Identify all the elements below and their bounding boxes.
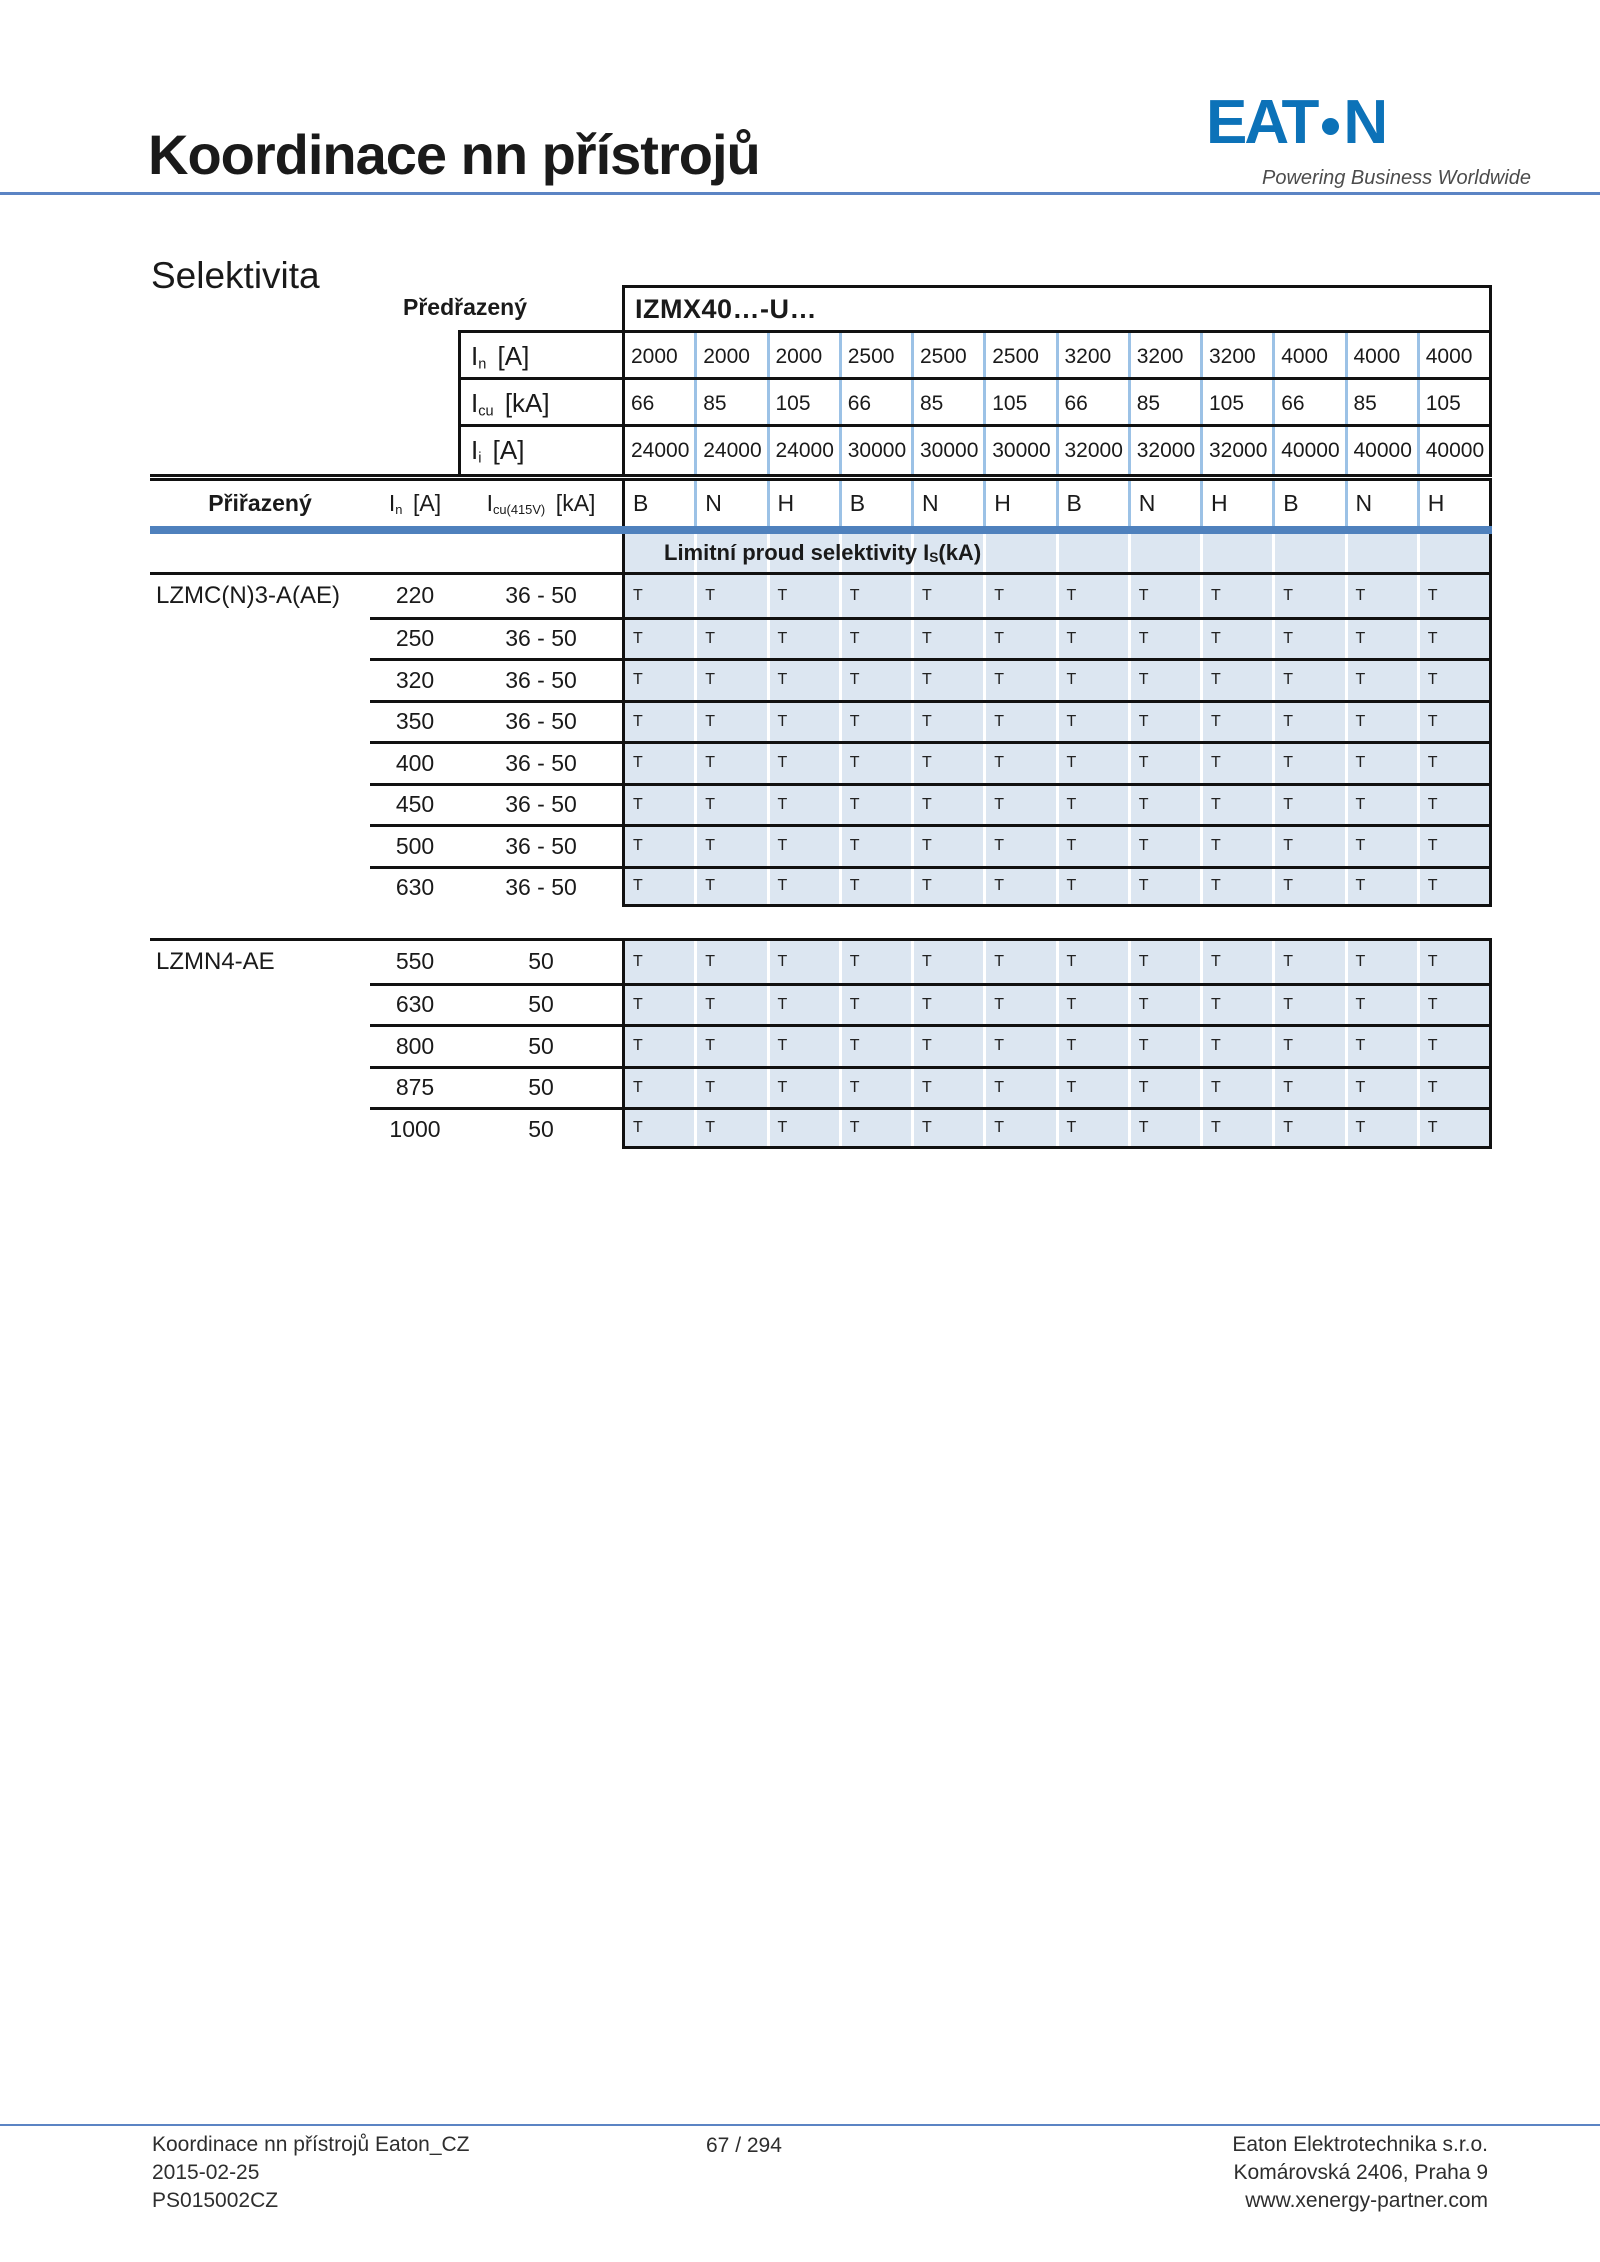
selectivity-cell: T <box>1417 827 1489 866</box>
table-row <box>150 983 1492 1025</box>
group-name <box>150 1066 370 1108</box>
param-row-label: $I_n$ [A] <box>458 333 622 380</box>
param-value-cell: 40000 <box>1345 427 1417 474</box>
group-name <box>150 824 370 866</box>
upstream-label: Předřazený <box>403 294 528 320</box>
selectivity-cell: T <box>1128 941 1200 983</box>
group-name <box>150 783 370 825</box>
param-value-cell: 2000 <box>767 333 839 380</box>
selectivity-cell: T <box>694 1069 766 1108</box>
selectivity-cell: T <box>983 661 1055 700</box>
param-row-label: $I_{cu}$ [kA] <box>458 380 622 427</box>
selectivity-cell: T <box>1200 575 1272 617</box>
selectivity-cell: T <box>1417 620 1489 659</box>
breaking-capacity-cell: H <box>1417 481 1489 526</box>
selectivity-cell: T <box>983 1069 1055 1108</box>
selectivity-cell: T <box>1200 661 1272 700</box>
selectivity-cell: T <box>983 827 1055 866</box>
breaking-capacity-cell: H <box>983 481 1055 526</box>
selectivity-cell: T <box>1272 827 1344 866</box>
selectivity-cell: T <box>911 1069 983 1108</box>
selectivity-cell: T <box>1056 941 1128 983</box>
selectivity-cell: T <box>1128 1110 1200 1146</box>
selectivity-cell: T <box>767 744 839 783</box>
selectivity-cell: T <box>1345 1110 1417 1146</box>
param-value-cell: 4000 <box>1345 333 1417 380</box>
group-in-value: 250 <box>395 625 435 652</box>
selectivity-cell: T <box>1272 744 1344 783</box>
param-value-cell: 85 <box>1128 380 1200 427</box>
param-value-cell: 3200 <box>1056 333 1128 380</box>
selectivity-cell: T <box>839 661 911 700</box>
selectivity-cell: T <box>983 1027 1055 1066</box>
selectivity-cell: T <box>694 786 766 825</box>
group-icu-value: 50 <box>528 1074 554 1101</box>
footer-left-block <box>152 2131 470 2215</box>
selectivity-cell: T <box>1417 869 1489 905</box>
param-value-cell: 66 <box>1272 380 1344 427</box>
selectivity-cell: T <box>767 1110 839 1146</box>
breaking-capacity-cell: B <box>622 481 694 526</box>
table-row <box>150 575 1492 617</box>
footer-page-indicator: 67 / 294 <box>706 2134 782 2157</box>
selectivity-cell: T <box>1128 827 1200 866</box>
selectivity-cell: T <box>694 869 766 905</box>
selectivity-cell: T <box>1056 661 1128 700</box>
selectivity-cell: T <box>911 986 983 1025</box>
selectivity-cell: T <box>1200 1027 1272 1066</box>
eaton-dot-icon <box>1322 118 1339 135</box>
selectivity-cell: T <box>694 1027 766 1066</box>
group-in-value: 350 <box>395 708 435 735</box>
selectivity-cell: T <box>911 661 983 700</box>
eaton-logo-letters-left: EAT <box>1206 87 1317 157</box>
selectivity-cell: T <box>983 941 1055 983</box>
selectivity-cell: T <box>1417 786 1489 825</box>
selectivity-cell: T <box>839 869 911 905</box>
group-icu-value: 50 <box>528 991 554 1018</box>
selectivity-cell: T <box>911 1110 983 1146</box>
breaking-capacity-cell: B <box>1272 481 1344 526</box>
param-value-cell: 32000 <box>1056 427 1128 474</box>
selectivity-cell: T <box>1128 869 1200 905</box>
param-value-cell: 24000 <box>622 427 694 474</box>
selectivity-cell: T <box>1056 703 1128 742</box>
assigned-header-row <box>150 481 1492 526</box>
selectivity-cell: T <box>1417 986 1489 1025</box>
selectivity-table <box>150 285 1492 1149</box>
table-row <box>150 1024 1492 1066</box>
selectivity-cell: T <box>1345 941 1417 983</box>
group-in-value: 320 <box>395 666 435 693</box>
selectivity-cell: T <box>1200 1110 1272 1146</box>
group-name <box>150 1107 370 1149</box>
selectivity-cell: T <box>839 986 911 1025</box>
selectivity-cell: T <box>1056 620 1128 659</box>
breaking-capacity-cell: H <box>1200 481 1272 526</box>
selectivity-cell: T <box>1345 869 1417 905</box>
assigned-label: Přiřazený <box>208 490 312 516</box>
selectivity-cell: T <box>622 1027 694 1066</box>
selectivity-cell: T <box>1056 986 1128 1025</box>
group-icu-value: 36 - 50 <box>505 625 577 652</box>
selectivity-cell: T <box>622 986 694 1025</box>
footer-company: Eaton Elektrotechnika s.r.o. <box>1232 2133 1488 2156</box>
selectivity-cell: T <box>1056 786 1128 825</box>
selectivity-cell: T <box>839 827 911 866</box>
selectivity-cell: T <box>1200 744 1272 783</box>
device-group <box>150 572 1492 907</box>
group-icu-value: 50 <box>528 1032 554 1059</box>
group-name <box>150 983 370 1025</box>
table-row <box>150 1066 1492 1108</box>
table-row <box>150 617 1492 659</box>
footer-doc-title: Koordinace nn přístrojů Eaton_CZ <box>152 2133 470 2156</box>
selectivity-cell: T <box>1417 744 1489 783</box>
group-icu-value: 36 - 50 <box>505 832 577 859</box>
breaking-capacity-cell: B <box>1056 481 1128 526</box>
selectivity-cell: T <box>622 575 694 617</box>
selectivity-cell: T <box>622 703 694 742</box>
selectivity-cell: T <box>694 703 766 742</box>
selectivity-cell: T <box>767 986 839 1025</box>
selectivity-cell: T <box>1272 1110 1344 1146</box>
param-value-cell: 105 <box>1417 380 1489 427</box>
eaton-logo <box>1206 86 1385 158</box>
group-name: LZMN4-AE <box>156 947 275 975</box>
selectivity-cell: T <box>983 744 1055 783</box>
selectivity-cell: T <box>911 620 983 659</box>
selectivity-cell: T <box>1417 703 1489 742</box>
selectivity-cell: T <box>1128 703 1200 742</box>
selectivity-cell: T <box>839 786 911 825</box>
selectivity-cell: T <box>1128 620 1200 659</box>
param-value-cell: 24000 <box>694 427 766 474</box>
selectivity-cell: T <box>622 1110 694 1146</box>
selectivity-cell: T <box>1272 1027 1344 1066</box>
breaking-capacity-cell: N <box>1128 481 1200 526</box>
param-value-cell: 40000 <box>1417 427 1489 474</box>
device-group <box>150 938 1492 1149</box>
selectivity-cell: T <box>1272 786 1344 825</box>
selectivity-cell: T <box>1200 941 1272 983</box>
selectivity-cell: T <box>1128 1069 1200 1108</box>
param-value-cell: 2500 <box>839 333 911 380</box>
selectivity-cell: T <box>1272 941 1344 983</box>
selectivity-band-row <box>150 534 1492 572</box>
breaking-capacity-cell: B <box>839 481 911 526</box>
param-value-cell: 40000 <box>1272 427 1344 474</box>
param-row <box>150 333 1492 380</box>
param-value-cell: 66 <box>839 380 911 427</box>
header-divider <box>0 192 1600 195</box>
selectivity-cell: T <box>983 1110 1055 1146</box>
selectivity-cell: T <box>767 869 839 905</box>
table-row <box>150 941 1492 983</box>
group-name <box>150 741 370 783</box>
param-value-cell: 4000 <box>1417 333 1489 380</box>
selectivity-cell: T <box>1056 827 1128 866</box>
selectivity-cell: T <box>1200 827 1272 866</box>
selectivity-cell: T <box>694 986 766 1025</box>
selectivity-cell: T <box>767 703 839 742</box>
selectivity-cell: T <box>767 620 839 659</box>
selectivity-cell: T <box>911 575 983 617</box>
group-in-value: 1000 <box>389 1115 441 1142</box>
breaking-capacity-cell: N <box>694 481 766 526</box>
selectivity-cell: T <box>911 869 983 905</box>
selectivity-cell: T <box>694 941 766 983</box>
param-value-cell: 4000 <box>1272 333 1344 380</box>
selectivity-cell: T <box>1345 1069 1417 1108</box>
device-series-header: IZMX40…-U… <box>622 285 1492 333</box>
selectivity-cell: T <box>622 744 694 783</box>
selectivity-cell: T <box>839 1027 911 1066</box>
selectivity-cell: T <box>839 575 911 617</box>
selectivity-cell: T <box>1345 1027 1417 1066</box>
selectivity-cell: T <box>983 620 1055 659</box>
group-name: LZMC(N)3-A(AE) <box>156 581 340 609</box>
table-row <box>150 824 1492 866</box>
selectivity-cell: T <box>1345 703 1417 742</box>
param-value-cell: 32000 <box>1128 427 1200 474</box>
selectivity-cell: T <box>694 661 766 700</box>
param-value-cell: 30000 <box>839 427 911 474</box>
breaking-capacity-cell: H <box>767 481 839 526</box>
group-name <box>150 658 370 700</box>
selectivity-cell: T <box>983 986 1055 1025</box>
footer-address: Komárovská 2406, Praha 9 <box>1233 2161 1488 2184</box>
selectivity-cell: T <box>839 1069 911 1108</box>
selectivity-cell: T <box>1200 869 1272 905</box>
group-in-value: 550 <box>395 948 435 975</box>
table-row <box>150 783 1492 825</box>
group-icu-value: 36 - 50 <box>505 666 577 693</box>
group-in-value: 500 <box>395 832 435 859</box>
group-in-value: 450 <box>395 791 435 818</box>
selectivity-cell: T <box>1345 575 1417 617</box>
selectivity-cell: T <box>1345 827 1417 866</box>
selectivity-cell: T <box>694 575 766 617</box>
breaking-capacity-cell: N <box>911 481 983 526</box>
assigned-in-col-header: $I_n$ [A] <box>388 489 442 518</box>
selectivity-cell: T <box>839 1110 911 1146</box>
table-row <box>150 700 1492 742</box>
selectivity-cell: T <box>622 941 694 983</box>
selectivity-cell: T <box>1128 786 1200 825</box>
selectivity-cell: T <box>622 869 694 905</box>
selectivity-cell: T <box>767 786 839 825</box>
selectivity-cell: T <box>694 1110 766 1146</box>
selectivity-cell: T <box>694 620 766 659</box>
footer-divider <box>0 2124 1600 2126</box>
group-in-value: 875 <box>395 1074 435 1101</box>
footer-right-block <box>1232 2131 1488 2215</box>
group-icu-value: 36 - 50 <box>505 874 577 901</box>
selectivity-cell: T <box>1345 786 1417 825</box>
selectivity-cell: T <box>622 827 694 866</box>
param-value-cell: 85 <box>911 380 983 427</box>
selectivity-cell: T <box>1417 941 1489 983</box>
page-title: Koordinace nn přístrojů <box>148 122 760 186</box>
selectivity-cell: T <box>911 744 983 783</box>
selectivity-cell: T <box>911 1027 983 1066</box>
selectivity-cell: T <box>1200 703 1272 742</box>
selectivity-cell: T <box>622 1069 694 1108</box>
selectivity-cell: T <box>767 575 839 617</box>
group-icu-value: 50 <box>528 1115 554 1142</box>
selectivity-cell: T <box>911 827 983 866</box>
eaton-logo-letters-right: N <box>1343 87 1386 157</box>
group-name <box>150 866 370 908</box>
selectivity-cell: T <box>1345 661 1417 700</box>
selectivity-cell: T <box>622 620 694 659</box>
selectivity-cell: T <box>983 575 1055 617</box>
selectivity-band <box>622 534 1492 572</box>
selectivity-cell: T <box>1272 703 1344 742</box>
selectivity-cell: T <box>1200 620 1272 659</box>
selectivity-cell: T <box>911 941 983 983</box>
param-value-cell: 32000 <box>1200 427 1272 474</box>
selectivity-cell: T <box>1056 1110 1128 1146</box>
param-value-cell: 2500 <box>983 333 1055 380</box>
double-divider <box>150 474 1492 481</box>
param-row <box>150 380 1492 427</box>
selectivity-cell: T <box>1056 744 1128 783</box>
param-value-cell: 85 <box>1345 380 1417 427</box>
param-value-cell: 30000 <box>983 427 1055 474</box>
selectivity-cell: T <box>767 661 839 700</box>
selectivity-cell: T <box>1128 575 1200 617</box>
footer-website: www.xenergy-partner.com <box>1245 2189 1488 2212</box>
footer-date: 2015-02-25 <box>152 2161 260 2184</box>
selectivity-cell: T <box>839 941 911 983</box>
group-in-value: 630 <box>395 991 435 1018</box>
group-icu-value: 36 - 50 <box>505 749 577 776</box>
selectivity-cell: T <box>1345 620 1417 659</box>
selectivity-cell: T <box>767 941 839 983</box>
table-row <box>150 866 1492 908</box>
group-name <box>150 617 370 659</box>
selectivity-cell: T <box>1417 1027 1489 1066</box>
selectivity-cell: T <box>1056 1027 1128 1066</box>
selectivity-cell: T <box>1056 1069 1128 1108</box>
group-icu-value: 36 - 50 <box>505 708 577 735</box>
group-icu-value: 36 - 50 <box>505 582 577 609</box>
selectivity-cell: T <box>1272 869 1344 905</box>
selectivity-cell: T <box>911 786 983 825</box>
selectivity-cell: T <box>911 703 983 742</box>
selectivity-cell: T <box>1200 786 1272 825</box>
selectivity-cell: T <box>839 744 911 783</box>
selectivity-cell: T <box>622 661 694 700</box>
param-value-cell: 66 <box>622 380 694 427</box>
logo-tagline: Powering Business Worldwide <box>1262 167 1532 189</box>
selectivity-cell: T <box>1272 986 1344 1025</box>
selectivity-cell: T <box>1417 1110 1489 1146</box>
assigned-icu-col-header: $I_{cu(415V)}$ [kA] <box>486 489 596 518</box>
param-value-cell: 105 <box>983 380 1055 427</box>
selectivity-cell: T <box>1345 986 1417 1025</box>
selectivity-cell: T <box>1272 661 1344 700</box>
selectivity-cell: T <box>767 827 839 866</box>
param-value-cell: 3200 <box>1128 333 1200 380</box>
table-row <box>150 1107 1492 1149</box>
param-value-cell: 2500 <box>911 333 983 380</box>
group-name <box>150 700 370 742</box>
selectivity-cell: T <box>1128 986 1200 1025</box>
group-in-value: 630 <box>395 874 435 901</box>
param-value-cell: 2000 <box>694 333 766 380</box>
selectivity-cell: T <box>1128 744 1200 783</box>
selectivity-cell: T <box>622 786 694 825</box>
selectivity-cell: T <box>1056 575 1128 617</box>
param-value-cell: 2000 <box>622 333 694 380</box>
param-row-label: $I_i$ [A] <box>458 427 622 474</box>
selectivity-cell: T <box>1272 620 1344 659</box>
group-in-value: 220 <box>395 582 435 609</box>
selectivity-cell: T <box>694 744 766 783</box>
selectivity-cell: T <box>983 869 1055 905</box>
footer-doc-number: PS015002CZ <box>152 2189 279 2212</box>
selectivity-cell: T <box>983 703 1055 742</box>
selectivity-cell: T <box>1056 869 1128 905</box>
selectivity-cell: T <box>767 1027 839 1066</box>
param-row <box>150 427 1492 474</box>
group-name <box>150 1024 370 1066</box>
selectivity-cell: T <box>1417 575 1489 617</box>
param-value-cell: 105 <box>1200 380 1272 427</box>
accent-bar <box>150 526 1492 534</box>
selectivity-cell: T <box>839 620 911 659</box>
selectivity-cell: T <box>1417 1069 1489 1108</box>
table-header-row <box>150 285 1492 333</box>
section-title: Selektivita <box>151 254 320 296</box>
param-value-cell: 105 <box>767 380 839 427</box>
selectivity-cell: T <box>1272 1069 1344 1108</box>
selectivity-cell: T <box>983 786 1055 825</box>
selectivity-band-title: Limitní proud selektivity I S (kA) <box>664 540 982 565</box>
breaking-capacity-cell: N <box>1345 481 1417 526</box>
selectivity-cell: T <box>694 827 766 866</box>
param-value-cell: 3200 <box>1200 333 1272 380</box>
selectivity-cell: T <box>1200 1069 1272 1108</box>
selectivity-cell: T <box>1200 986 1272 1025</box>
table-row <box>150 741 1492 783</box>
param-value-cell: 85 <box>694 380 766 427</box>
selectivity-cell: T <box>839 703 911 742</box>
table-row <box>150 658 1492 700</box>
param-value-cell: 24000 <box>767 427 839 474</box>
group-icu-value: 36 - 50 <box>505 791 577 818</box>
selectivity-cell: T <box>767 1069 839 1108</box>
group-in-value: 800 <box>395 1032 435 1059</box>
param-value-cell: 66 <box>1056 380 1128 427</box>
selectivity-cell: T <box>1128 661 1200 700</box>
group-in-value: 400 <box>395 749 435 776</box>
selectivity-cell: T <box>1417 661 1489 700</box>
selectivity-cell: T <box>1345 744 1417 783</box>
selectivity-cell: T <box>1272 575 1344 617</box>
param-value-cell: 30000 <box>911 427 983 474</box>
group-icu-value: 50 <box>528 948 554 975</box>
selectivity-cell: T <box>1128 1027 1200 1066</box>
